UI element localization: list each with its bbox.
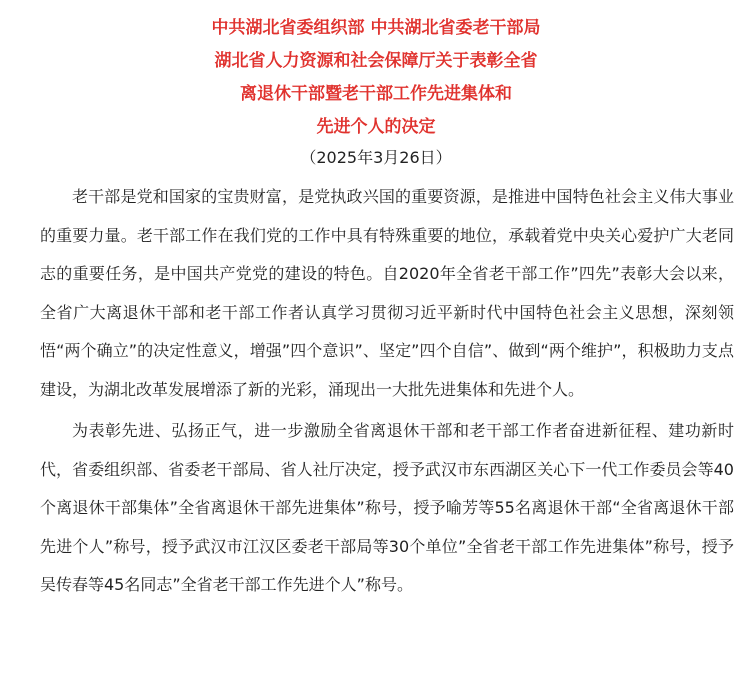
- document-title-line-1: 中共湖北省委组织部 中共湖北省委老干部局: [211, 18, 541, 38]
- body-paragraph-2: 为表彰先进、弘扬正气，进一步激励全省离退休干部和老干部工作者奋进新征程、建功新时代，省委组织部、省委老干部局、省人社厅决定，授予武汉市东西湖区关心下一代工作委员会等40个离退休干部集体”全省离退休干部先进集体”称号，授予喻芳等55名离退休干部“全省离退休干部先进个人”称号，授予武汉市江汉区委老干部局等30个单位”全省老干部工作先进集体”称号，授予吴传春等45名同志”全省老干部工作先进个人”称号。: [40, 421, 734, 594]
- document-title-line-2: 湖北省人力资源和社会保障厅关于表彰全省: [214, 51, 538, 71]
- document-date: （2025年3月26日）: [300, 148, 452, 167]
- document-title-line-4: 先进个人的决定: [316, 117, 436, 137]
- document-title-line-3: 离退休干部暨老干部工作先进集体和: [240, 84, 512, 104]
- document-page: [0, 12, 752, 693]
- body-paragraph-1: 老干部是党和国家的宝贵财富，是党执政兴国的重要资源，是推进中国特色社会主义伟大事业的重要力量。老干部工作在我们党的工作中具有特殊重要的地位，承载着党中央关心爱护广大老同志的重要任务，是中国共产党党的建设的特色。自2020年全省老干部工作”四先”表彰大会以来，全省广大离退休干部和老干部工作者认真学习贯彻习近平新时代中国特色社会主义思想，深刻领悟“两个确立”的决定性意义，增强”四个意识”、坚定”四个自信”、做到“两个维护”，积极助力支点建设，为湖北改革发展增添了新的光彩，涌现出一大批先进集体和先进个人。: [40, 187, 734, 399]
